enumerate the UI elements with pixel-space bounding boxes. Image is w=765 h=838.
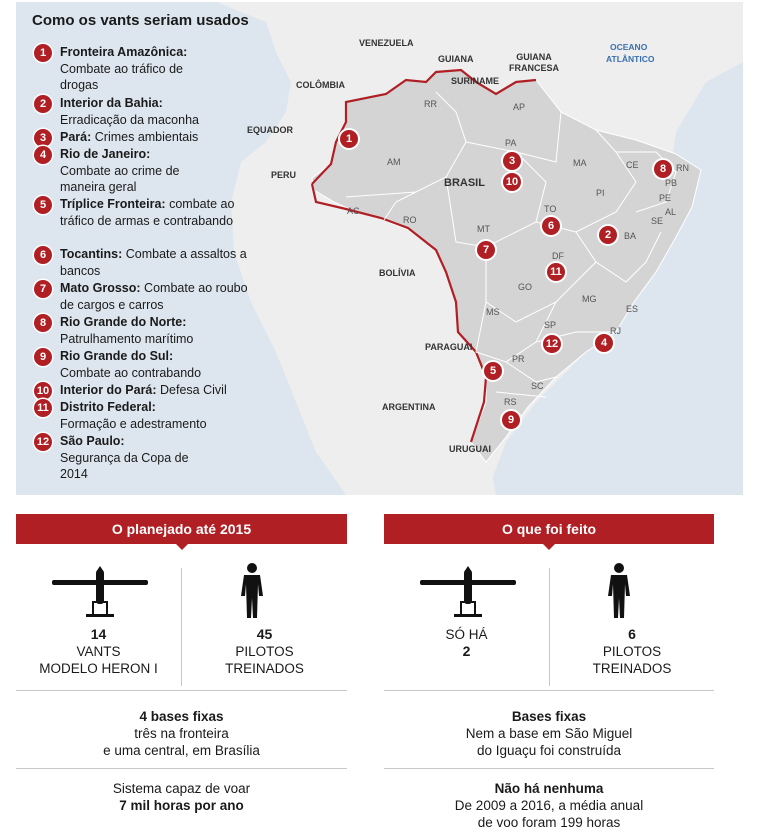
label-venezuela: VENEZUELA	[359, 38, 414, 48]
pin-3[interactable]: 3	[503, 152, 521, 170]
planned-vants-l2: MODELO HERON I	[39, 661, 158, 676]
state-se: SE	[651, 216, 664, 226]
planned-vants-l1: VANTS	[76, 644, 121, 659]
state-sc: SC	[531, 381, 544, 391]
legend-item-12: 12 São Paulo: Segurança da Copa de 2014	[32, 433, 252, 467]
state-al: AL	[665, 207, 677, 217]
planned-vants-num: 14	[90, 626, 107, 642]
pin-8[interactable]: 8	[654, 160, 672, 178]
label-ocean-2: ATLÂNTICO	[606, 54, 655, 64]
done-hours-l2: de voo foram 199 horas	[477, 815, 621, 830]
done-hours-bold: Não há nenhuma	[494, 781, 604, 796]
done-pilots-num: 6	[628, 626, 636, 642]
label-peru: PERU	[271, 170, 297, 180]
state-go: GO	[518, 282, 533, 292]
state-ac: AC	[347, 206, 360, 216]
legend-item-3: 3 Pará: Crimes ambientais	[32, 129, 252, 146]
planned-pilots-l1: PILOTOS	[235, 644, 294, 659]
done-hours	[384, 780, 714, 831]
done-vants	[384, 626, 549, 660]
label-suriname: SURINAME	[451, 76, 500, 86]
state-to: TO	[544, 204, 557, 214]
pin-7[interactable]: 7	[477, 241, 495, 259]
done-bases-l2: do Iguaçu foi construída	[476, 743, 622, 758]
state-ro: RO	[403, 215, 417, 225]
label-paraguai: PARAGUAI	[425, 342, 473, 352]
state-df: DF	[552, 251, 564, 261]
legend-list	[32, 44, 252, 481]
legend-item-10: 10 Interior do Pará: Defesa Civil	[32, 382, 252, 399]
state-ce: CE	[626, 160, 639, 170]
planned-pilots-num: 45	[256, 626, 273, 642]
planned-header: O planejado até 2015	[16, 514, 347, 544]
planned-bases	[16, 708, 347, 759]
legend-item-1: 1 Fronteira Amazônica: Combate ao tráfico de drogas	[32, 44, 252, 95]
pin-10[interactable]: 10	[503, 173, 521, 191]
label-uruguai: URUGUAI	[449, 444, 491, 454]
done-vants-num: 2	[462, 643, 471, 659]
done-header: O que foi feito	[384, 514, 714, 544]
planned-bases-bold: 4 bases fixas	[139, 709, 224, 724]
legend-item-2: 2 Interior da Bahia: Erradicação da maconha	[32, 95, 252, 129]
state-rn: RN	[676, 163, 689, 173]
done-bases	[384, 708, 714, 759]
pilot-icon	[240, 562, 264, 620]
state-am: AM	[387, 157, 401, 167]
label-ocean-1: OCEANO	[610, 42, 648, 52]
drone-icon	[52, 566, 148, 618]
label-brasil: BRASIL	[444, 177, 485, 189]
pin-9[interactable]: 9	[502, 411, 520, 429]
legend-item-7: 7 Mato Grosso: Combate ao roubo de cargos e carros	[32, 280, 252, 314]
state-pe: PE	[659, 193, 672, 203]
done-vants-l1: SÓ HÁ	[445, 627, 488, 642]
state-pr: PR	[512, 354, 525, 364]
planned-bases-l1: três na fronteira	[134, 726, 229, 741]
pin-12[interactable]: 12	[543, 335, 561, 353]
drone-icon	[420, 566, 516, 618]
state-mt: MT	[477, 224, 490, 234]
pin-4[interactable]: 4	[595, 334, 613, 352]
pin-2[interactable]: 2	[599, 226, 617, 244]
legend-item-5: 5 Tríplice Fronteira: combate ao tráfico de armas e contrabando	[32, 196, 252, 246]
planned-rule-1	[16, 690, 347, 691]
planned-system-l1: Sistema capaz de voar	[112, 781, 251, 796]
state-es: ES	[626, 304, 639, 314]
label-colombia: COLÔMBIA	[296, 80, 345, 90]
state-rs: RS	[504, 397, 517, 407]
planned-pilots-l2: TREINADOS	[225, 661, 304, 676]
label-equador: EQUADOR	[247, 125, 294, 135]
state-ap: AP	[513, 102, 526, 112]
label-guiana-francesa: GUIANA FRANCESA	[508, 52, 559, 73]
done-rule-2	[384, 768, 714, 769]
pin-5[interactable]: 5	[484, 362, 502, 380]
done-bases-l1: Nem a base em São Miguel	[465, 726, 633, 741]
pin-6[interactable]: 6	[542, 217, 560, 235]
done-bases-bold: Bases fixas	[511, 709, 587, 724]
legend-item-8: 8 Rio Grande do Norte: Patrulhamento marítimo	[32, 314, 252, 348]
label-argentina: ARGENTINA	[382, 402, 436, 412]
label-bolivia: BOLÍVIA	[379, 268, 416, 278]
done-pilots-l1: PILOTOS	[602, 644, 662, 659]
planned-bases-l2: e uma central, em Brasília	[103, 743, 260, 758]
state-sp: SP	[544, 320, 557, 330]
pilot-icon	[607, 562, 631, 620]
planned-rule-2	[16, 768, 347, 769]
pin-11[interactable]: 11	[547, 263, 565, 281]
pin-1[interactable]: 1	[340, 130, 358, 148]
map-title: Como os vants seriam usados	[32, 12, 249, 29]
done-rule-1	[384, 690, 714, 691]
legend-item-9: 9 Rio Grande do Sul: Combate ao contrabando	[32, 348, 252, 382]
planned-system-bold: 7 mil horas por ano	[119, 798, 244, 813]
state-ma: MA	[573, 158, 587, 168]
state-ba: BA	[624, 231, 637, 241]
state-rr: RR	[424, 99, 437, 109]
planned-pilots	[182, 626, 347, 677]
state-pb: PB	[665, 178, 678, 188]
done-pilots	[550, 626, 714, 677]
planned-system	[16, 780, 347, 814]
legend-item-6: 6 Tocantins: Combate a assaltos a bancos	[32, 246, 252, 280]
state-mg: MG	[582, 294, 597, 304]
planned-vants	[16, 626, 181, 677]
legend-item-4: 4 Rio de Janeiro: Combate ao crime de maneira geral	[32, 146, 252, 196]
label-guiana: GUIANA	[438, 54, 474, 64]
legend-item-11: 11 Distrito Federal: Formação e adestramento	[32, 399, 252, 433]
done-hours-l1: De 2009 a 2016, a média anual	[454, 798, 644, 813]
done-pilots-l2: TREINADOS	[592, 661, 672, 676]
state-pi: PI	[596, 188, 605, 198]
state-ms: MS	[486, 307, 500, 317]
state-pa: PA	[505, 138, 517, 148]
state-rj: RJ	[610, 326, 621, 336]
map-panel	[16, 2, 743, 495]
